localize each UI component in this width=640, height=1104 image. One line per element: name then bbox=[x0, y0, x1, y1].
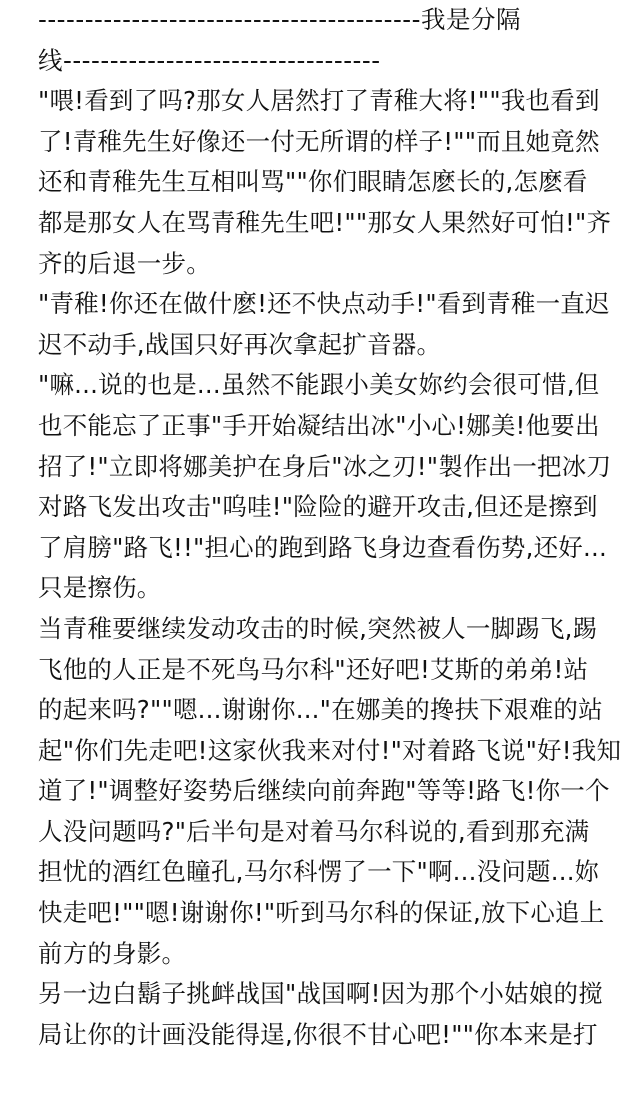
text-line: 当青稚要继续发动攻击的时候,突然被人一脚踢飞,踢 bbox=[38, 613, 598, 643]
text-line: 了肩膀"路飞!!"担心的跑到路飞身边查看伤势,还好... bbox=[38, 532, 607, 562]
text-line: 也不能忘了正事"手开始凝结出冰"小心!娜美!他要出 bbox=[38, 410, 600, 440]
text-line: 人没问题吗?"后半句是对着马尔科说的,看到那充满 bbox=[38, 816, 590, 846]
text-line: 都是那女人在骂青稚先生吧!""那女人果然好可怕!"齐 bbox=[38, 207, 612, 237]
text-line: "嘛...说的也是...虽然不能跟小美女妳约会很可惜,但 bbox=[38, 370, 600, 400]
text-line: 局让你的计画没能得逞,你很不甘心吧!""你本来是打 bbox=[38, 1019, 598, 1049]
text-line: 对路飞发出攻击"呜哇!"险险的避开攻击,但还是擦到 bbox=[38, 492, 598, 522]
text-line: 的起来吗?""嗯...谢谢你..."在娜美的搀扶下艰难的站 bbox=[38, 695, 603, 725]
text-line: 齐的后退一步。 bbox=[38, 248, 211, 278]
text-line: 另一边白鬍子挑衅战国"战国啊!因为那个小姑娘的搅 bbox=[38, 979, 603, 1009]
text-line: 前方的身影。 bbox=[38, 938, 187, 968]
text-line: 了!青稚先生好像还一付无所谓的样子!""而且她竟然 bbox=[38, 126, 600, 156]
text-line: "青稚!你还在做什麽!还不快点动手!"看到青稚一直迟 bbox=[38, 289, 610, 319]
text-line: 只是擦伤。 bbox=[38, 573, 162, 603]
text-line: 还和青稚先生互相叫骂""你们眼睛怎麽长的,怎麽看 bbox=[38, 167, 588, 197]
text-line: 担忧的酒红色瞳孔,马尔科愣了一下"啊...没问题...妳 bbox=[38, 857, 600, 887]
divider-line-2: 线---------------------------------- bbox=[38, 45, 381, 75]
text-line: 飞他的人正是不死鸟马尔科"还好吧!艾斯的弟弟!站 bbox=[38, 654, 589, 684]
story-text bbox=[38, 0, 628, 1055]
text-line: 迟不动手,战国只好再次拿起扩音器。 bbox=[38, 329, 442, 359]
text-line: "喂!看到了吗?那女人居然打了青稚大将!""我也看到 bbox=[38, 86, 600, 116]
divider-line-1: -----------------------------------------我是分隔 bbox=[38, 5, 521, 34]
text-line: 起"你们先走吧!这家伙我来对付!"对着路飞说"好!我知 bbox=[38, 735, 622, 765]
text-line: 快走吧!""嗯!谢谢你!"听到马尔科的保证,放下心追上 bbox=[38, 898, 605, 928]
text-line: 招了!"立即将娜美护在身后"冰之刃!"製作出一把冰刀 bbox=[38, 451, 612, 481]
text-line: 道了!"调整好姿势后继续向前奔跑"等等!路飞!你一个 bbox=[38, 776, 610, 806]
